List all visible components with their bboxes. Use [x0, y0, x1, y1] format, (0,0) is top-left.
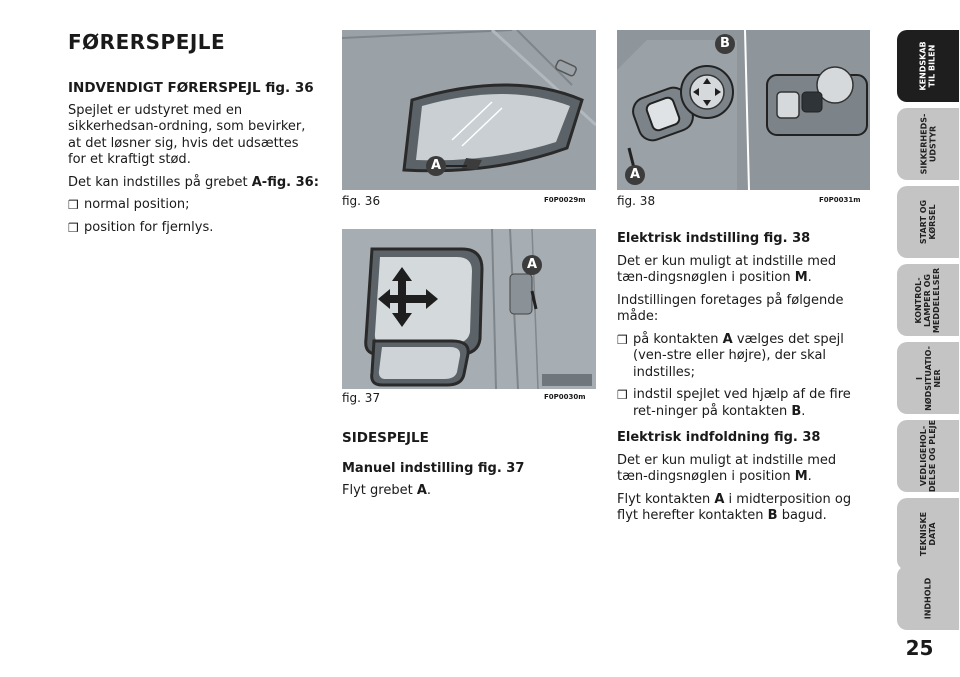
paragraph-ignition-1: Det er kun muligt at indstille med tæn-dingsnøglen i position M. [617, 253, 837, 285]
subheading-electric-fold: Elektrisk indfoldning fig. 38 [617, 430, 821, 445]
paragraph-adjust: Det kan indstilles på grebet A-fig. 36: [68, 174, 319, 190]
figure-36-code: F0P0029m [544, 196, 586, 204]
tab-nodsituationer[interactable]: I NØDSITUATIO- NER [897, 342, 959, 414]
list-item: ❒ på kontakten A vælges det spejl (ven-stre eller højre), der skal indstilles; [617, 331, 844, 380]
figure-36-image [342, 30, 596, 190]
checkbox-bullet-icon: ❒ [68, 220, 79, 235]
label-a-badge: A [522, 255, 542, 275]
figure-38-image [617, 30, 870, 190]
list-item: ❒ indstil spejlet ved hjælp af de fire ret-ninger på kontakten B. [617, 387, 851, 419]
label-a-badge: A [426, 156, 446, 176]
figure-38-caption: fig. 38 [617, 194, 656, 208]
tab-start-og-korsel[interactable]: START OG KØRSEL [897, 186, 959, 258]
list-item: ❒ position for fjernlys. [68, 219, 214, 235]
checkbox-bullet-icon: ❒ [617, 332, 628, 347]
figure-36-caption: fig. 36 [342, 194, 381, 208]
paragraph-ignition-2: Det er kun muligt at indstille med tæn-dingsnøglen i position M. [617, 452, 837, 484]
figure-37-image [342, 229, 596, 389]
tab-vedligeholdelse[interactable]: VEDLIGEHOL- DELSE OG PLEJE [897, 420, 959, 492]
rearview-mirror-illustration [342, 30, 596, 190]
tab-kendskab-til-bilen[interactable]: KENDSKAB TIL BILEN [897, 30, 959, 102]
page-title: FØRERSPEJLE [68, 30, 226, 54]
section-heading-interior-mirror: INDVENDIGT FØRERSPEJL fig. 36 [68, 80, 314, 96]
label-a-badge: A [625, 165, 645, 185]
figure-37-code: F0P0030m [544, 393, 586, 401]
checkbox-bullet-icon: ❒ [617, 388, 628, 402]
figure-38-code: F0P0031m [819, 196, 861, 204]
tab-indhold[interactable]: INDHOLD [897, 566, 959, 630]
side-mirror-illustration [342, 229, 596, 389]
section-heading-side-mirrors: SIDESPEJLE [342, 430, 429, 446]
right-column [617, 231, 870, 531]
page-number: 25 [905, 636, 934, 660]
paragraph-safety: Spejlet er udstyret med en sikkerhedsan-ordning, som bevirker, at det løsner sig, hvis det udsættes for et kraftigt stød. [68, 102, 306, 167]
paragraph-fold: Flyt kontakten A i midterposition og flyt herefter kontakten B bagud. [617, 491, 852, 523]
subheading-electric-adjust: Elektrisk indstilling fig. 38 [617, 231, 811, 246]
mirror-control-switch-illustration [617, 30, 870, 190]
figure-37-caption: fig. 37 [342, 391, 381, 405]
middle-column [342, 430, 596, 506]
list-item: ❒ normal position; [68, 197, 190, 212]
left-column [68, 80, 320, 236]
tab-sikkerhedsudstyr[interactable]: SIKKERHEDS- UDSTYR [897, 108, 959, 180]
tab-tekniske-data[interactable]: TEKNISKE DATA [897, 498, 959, 570]
paragraph-manual: Flyt grebet A. [342, 483, 432, 498]
tab-kontrollamper[interactable]: KONTROL- LAMPER OG MEDDELELSER [897, 264, 959, 336]
paragraph-procedure: Indstillingen foretages på følgende måde: [617, 292, 844, 324]
label-b-badge: B [715, 34, 735, 54]
checkbox-bullet-icon: ❒ [68, 198, 79, 212]
subheading-manual-adjust: Manuel indstilling fig. 37 [342, 460, 525, 476]
